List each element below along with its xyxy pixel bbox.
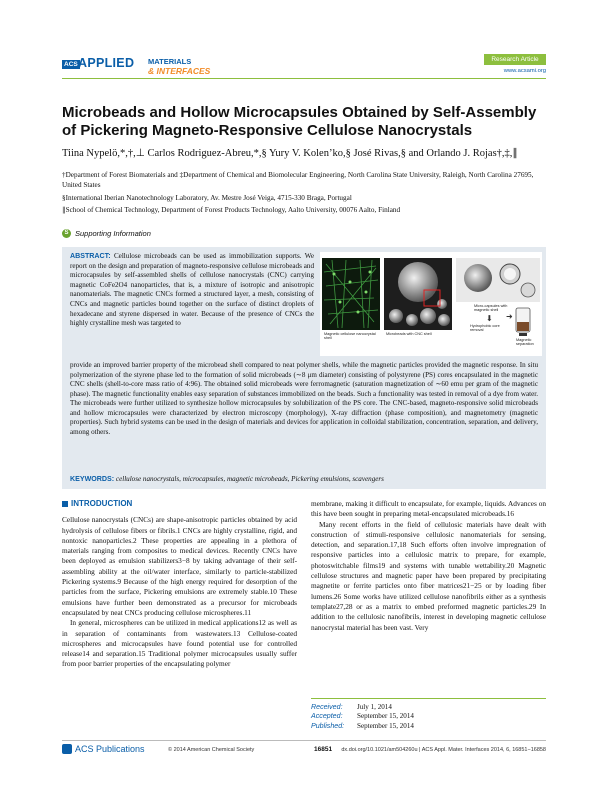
section-heading-label: INTRODUCTION: [71, 499, 133, 508]
supporting-info-label: Supporting Information: [75, 229, 151, 238]
body-column-right: [311, 499, 546, 633]
date-published: Published: September 15, 2014: [311, 721, 414, 730]
journal-url-link[interactable]: www.acsami.org: [503, 68, 546, 74]
toc-graphic: [320, 252, 542, 356]
section-marker-icon: [62, 501, 68, 507]
page-number: 16851: [314, 746, 333, 753]
paragraph: Cellulose nanocrystals (CNCs) are shape-anisotropic particles obtained by acid hydrolysis of cellulose fibers or fibrils.1 CNCs are highly crystalline, rigid, and nontoxic nanoparticles.2 These properties are appealing in a plethora of materials ranging from composites to medical devices. Recently CNCs have been deployed as emulsion stabilizers3−8 by taking advantage of their self-assembling ability at the oil/water interface, similarly to particle-stabilized Pickering systems.9 Because of the high energy required for desorption of the particles from the surface, Pickering emulsions are extremely stable.10 These emulsions have further been demonstrated as a precursor for microbeads encapsulated by neat CNCs producing cellulose microspheres.11: [62, 515, 297, 617]
date-accepted: Accepted: September 15, 2014: [311, 712, 414, 721]
toc-caption-2: Microbeads with CNC shell: [386, 332, 432, 336]
header-divider: [62, 78, 546, 79]
body-column-left: [62, 499, 297, 670]
acs-publications-icon: [62, 744, 72, 754]
footer-divider: [62, 740, 546, 741]
abstract-part1: Cellulose microbeads can be used as immobilization supports. We report on the design and preparation of magneto-responsive cellulose microbeads and microcapsules by self-assembled shells of cellulose nanocrystals (CNC) carrying magnetic CoFe2O4 nanoparticles, that is, a mixture of isotropic and anisotropic nanomaterials. The magnetic CNCs formed a structured layer, a mesh, consisting of CNCs and magnetic particles bound together on the surface of distinct droplets of hexadecane and styrene dispersed in water. Because of the presence of CNCs the highly crystalline mesh was targeted to: [70, 252, 314, 328]
affiliation-2: §International Iberian Nanotechnology Laboratory, Av. Mestre José Veiga, 4715-330 Braga, Portugal: [62, 194, 352, 202]
abstract-label: ABSTRACT:: [70, 252, 111, 260]
paragraph: Many recent efforts in the field of cellulosic materials have dealt with construction of stimuli-responsive cellulosic nanomaterials for sensing, detection, and separation.17,18 Such efforts often involve impregnation of responsive particles into a cellulosic matrix to prepare, for example, photoswitchable films19 and systems with tunable wettability.20 Magnetic cellulose structures and magnetic paper have been prepared by precipitating magnetite or ferrite particles onto fiber matrices21−25 or by loading fiber lumens.26 Some works have utilized cellulose nanofibrils either as a synthesis template27,28 or as a matrix to embed preformed magnetic particles.29 In addition to the cellulosic nanofibrils, interest in developing magnetic cellulose nanocrystal material has been vast. Very: [311, 519, 546, 632]
paragraph: In general, microspheres can be utilized in medical applications12 as well as in separation of contaminants from wastewaters.13 Cellulose-coated microspheres and microcapsules have found potential use for controlled release14 and separation.15 Traditional polymer microcapsules usually suffer from poor barrier properties of the encapsulating polymer: [62, 618, 297, 669]
keywords-list: cellulose nanocrystals, microcapsules, magnetic microbeads, Pickering emulsions, scavengers: [115, 475, 384, 483]
paragraph: membrane, making it difficult to encapsulate, for example, liquids. Advances on this have been sought in preparing metal-encapsulated microbeads.16: [311, 499, 546, 519]
section-heading-introduction: [62, 499, 297, 509]
abstract-box: [62, 247, 546, 489]
article-title: Microbeads and Hollow Microcapsules Obtained by Self-Assembly of Pickering Magneto-Responsive Cellulose Nanocrystals: [62, 104, 537, 139]
publication-dates: [311, 698, 546, 731]
journal-header: [62, 48, 546, 78]
abstract-text-part1: [70, 252, 314, 329]
arrow-right-icon: ➜: [506, 312, 513, 321]
publisher-name: ACS Publications: [75, 744, 145, 754]
toc-caption-5: Hydrophobic core removal: [470, 324, 500, 333]
author-list: Tiina Nypelö,*,†,⊥ Carlos Rodriguez-Abreu,*,§ Yury V. Kolen’ko,§ José Rivas,§ and Orlando J. Rojas†,‡,∥: [62, 148, 518, 159]
arrow-down-icon: ⬇: [486, 314, 493, 323]
page-footer: [62, 738, 546, 760]
copyright-notice: © 2014 American Chemical Society: [168, 747, 255, 753]
affiliation-3: ∥School of Chemical Technology, Department of Forest Products Technology, Aalto University, 00076 Aalto, Finland: [62, 206, 401, 214]
supporting-information-link[interactable]: [62, 229, 151, 238]
microbead-large: [398, 262, 438, 302]
journal-name-materials: MATERIALS: [148, 57, 192, 66]
abstract-text-part2: provide an improved barrier property of the microbead shell compared to neat polymer shells, while the magnetic particles provided the magnetic response. In situ polymerization of the styrene phase led to the formation of solid microbeads (∼8 μm diameter) consisting of polystyrene (PS) cores encapsulated in the magnetic CNC shells (shell-to-core mass ratio of 4:96). The obtained solid microbeads were ferromagnetic (saturation magnetization of ∼60 emu per gram of the magnetic phase). The magnetic functionality enables easy separation of substances immobilized on the beads. Such a functionality was tested in removal of a dye from water. The microbeads were further utilized to synthesize hollow microcapsules by solubilization of the PS core. The CNC-based, magneto-responsive solid microbeads and hollow microcapsules were characterized by electron microscopy (morphology), X-ray diffraction (phase composition), and magnetometry (magnetic properties). Such hybrid systems can be used in the design of materials and devices for application in colloidal stabilization, concentration, separation, and delivery, among others.: [70, 361, 538, 436]
keywords-label: KEYWORDS:: [70, 475, 115, 483]
acs-logo-mark: ACS: [64, 61, 78, 68]
toc-caption-4: Magnetic separation: [516, 338, 534, 347]
doi-link[interactable]: dx.doi.org/10.1021/am504260u | ACS Appl. Mater. Interfaces 2014, 6, 16851−16858: [341, 747, 546, 753]
date-received: Received: July 1, 2014: [311, 703, 392, 711]
supporting-info-icon: S: [62, 229, 71, 238]
keywords-line: [70, 475, 384, 483]
journal-name-applied: APPLIED: [78, 56, 135, 70]
affiliation-1: †Department of Forest Biomaterials and ‡Department of Chemical and Biomolecular Engineering, North Carolina State University, Raleigh, North Carolina 27695, United States: [62, 171, 534, 189]
publisher-logo: [62, 744, 145, 754]
journal-name-interfaces: & INTERFACES: [148, 66, 211, 76]
toc-caption-1: Magnetic cellulose nanocrystal shell: [324, 332, 376, 341]
toc-caption-3: Micro-capsules with magnetic shell: [474, 304, 508, 313]
article-type-badge: Research Article: [484, 54, 546, 65]
